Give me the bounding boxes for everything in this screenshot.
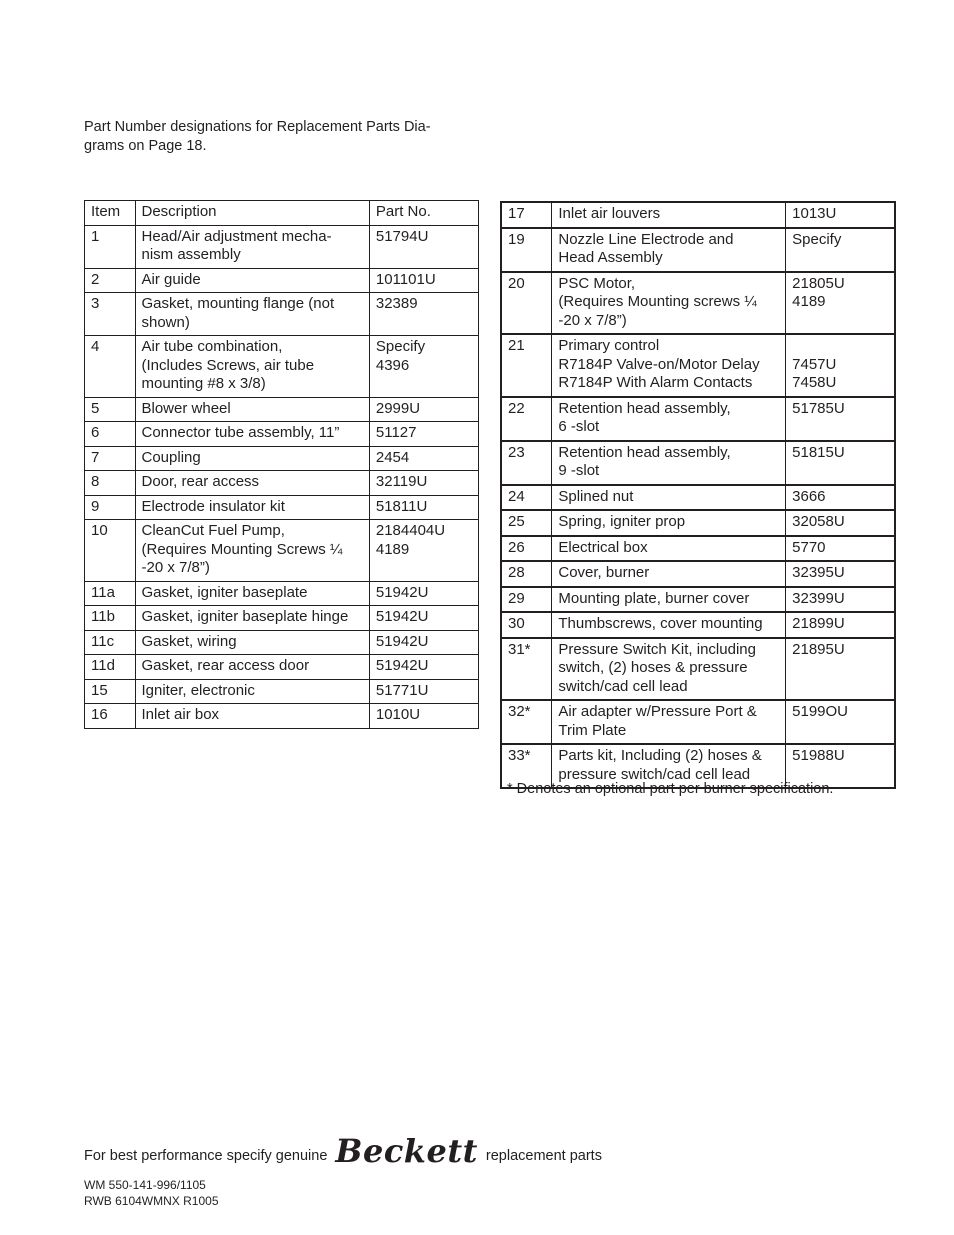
table-row — [501, 202, 895, 228]
item-number: 23 — [501, 441, 552, 485]
table-row — [501, 612, 895, 638]
item-number: 11c — [85, 630, 136, 655]
document-code-wm: WM 550-141-996/1105 — [84, 1178, 206, 1192]
part-number: 32395U — [786, 561, 895, 587]
item-description: Primary control R7184P Valve-on/Motor Delay R7184P With Alarm Contacts — [552, 334, 786, 397]
part-number: Specify 4396 — [369, 336, 478, 398]
item-description: Thumbscrews, cover mounting — [552, 612, 786, 638]
item-description: Door, rear access — [135, 471, 369, 496]
item-description: Gasket, igniter baseplate hinge — [135, 606, 369, 631]
table-row — [85, 495, 479, 520]
part-number: 5770 — [786, 536, 895, 562]
part-number: 51815U — [786, 441, 895, 485]
table-row — [85, 606, 479, 631]
part-number: 51942U — [369, 606, 478, 631]
item-number: 24 — [501, 485, 552, 511]
item-description: Pressure Switch Kit, including switch, (2) hoses & pressure switch/cad cell lead — [552, 638, 786, 701]
item-description: Electrical box — [552, 536, 786, 562]
item-number: 6 — [85, 422, 136, 447]
table-row — [501, 228, 895, 272]
part-number: 51771U — [369, 679, 478, 704]
item-number: 31* — [501, 638, 552, 701]
table-row — [501, 700, 895, 744]
item-number: 32* — [501, 700, 552, 744]
table-row — [501, 587, 895, 613]
item-number: 8 — [85, 471, 136, 496]
part-number: 32389 — [369, 293, 478, 336]
item-number: 19 — [501, 228, 552, 272]
performance-note-after: replacement parts — [485, 1148, 602, 1164]
item-number: 10 — [85, 520, 136, 582]
table-row — [85, 679, 479, 704]
part-number: 21805U 4189 — [786, 272, 895, 335]
part-number: 1013U — [786, 202, 895, 228]
table-row — [85, 630, 479, 655]
item-description: Connector tube assembly, 11” — [135, 422, 369, 447]
item-description: Spring, igniter prop — [552, 510, 786, 536]
item-description: Blower wheel — [135, 397, 369, 422]
item-number: 33* — [501, 744, 552, 788]
part-number: 3666 — [786, 485, 895, 511]
table-row — [501, 397, 895, 441]
performance-note — [84, 1130, 602, 1168]
item-description: Air adapter w/Pressure Port & Trim Plate — [552, 700, 786, 744]
table-row — [501, 561, 895, 587]
item-description: Electrode insulator kit — [135, 495, 369, 520]
performance-note-before: For best performance specify genuine — [84, 1148, 328, 1164]
table-row — [85, 422, 479, 447]
table-row — [501, 638, 895, 701]
parts-table-left — [84, 200, 479, 729]
part-number: 21899U — [786, 612, 895, 638]
item-description: Air tube combination, (Includes Screws, air tube mounting #8 x 3/8) — [135, 336, 369, 398]
part-number: 51942U — [369, 581, 478, 606]
item-number: 29 — [501, 587, 552, 613]
table-row — [85, 581, 479, 606]
table-row — [501, 536, 895, 562]
item-description: Gasket, igniter baseplate — [135, 581, 369, 606]
part-number: 1010U — [369, 704, 478, 729]
part-number: 5199OU — [786, 700, 895, 744]
item-number: 16 — [85, 704, 136, 729]
item-description: Parts kit, Including (2) hoses & pressure switch/cad cell lead — [552, 744, 786, 788]
part-number: 51811U — [369, 495, 478, 520]
item-description: Mounting plate, burner cover — [552, 587, 786, 613]
part-number: 32119U — [369, 471, 478, 496]
part-number: 32399U — [786, 587, 895, 613]
item-description: Retention head assembly, 9 -slot — [552, 441, 786, 485]
table-row — [85, 293, 479, 336]
table-row — [85, 704, 479, 729]
item-description: Head/Air adjustment mecha- nism assembly — [135, 225, 369, 268]
table-row — [85, 268, 479, 293]
table-row — [501, 510, 895, 536]
item-description: Retention head assembly, 6 -slot — [552, 397, 786, 441]
item-description: Nozzle Line Electrode and Head Assembly — [552, 228, 786, 272]
part-number: 51127 — [369, 422, 478, 447]
item-description: Inlet air box — [135, 704, 369, 729]
table-header-row — [85, 201, 479, 226]
item-number: 11b — [85, 606, 136, 631]
table-row — [85, 471, 479, 496]
part-number: 2999U — [369, 397, 478, 422]
header-part-no: Part No. — [369, 201, 478, 226]
item-number: 3 — [85, 293, 136, 336]
table-row — [85, 397, 479, 422]
part-number: 21895U — [786, 638, 895, 701]
part-number: 7457U 7458U — [786, 334, 895, 397]
beckett-logo: Beckett — [335, 1132, 478, 1170]
table-row — [85, 655, 479, 680]
table-row — [501, 485, 895, 511]
item-number: 30 — [501, 612, 552, 638]
item-number: 11a — [85, 581, 136, 606]
item-description: Air guide — [135, 268, 369, 293]
item-description: Coupling — [135, 446, 369, 471]
table-row — [501, 441, 895, 485]
table-row — [501, 334, 895, 397]
item-number: 28 — [501, 561, 552, 587]
item-number: 5 — [85, 397, 136, 422]
item-description: Gasket, wiring — [135, 630, 369, 655]
item-number: 20 — [501, 272, 552, 335]
optional-part-footnote: * Denotes an optional part per burner specification. — [507, 781, 834, 797]
table-row — [501, 272, 895, 335]
item-description: Inlet air louvers — [552, 202, 786, 228]
part-number: 51794U — [369, 225, 478, 268]
item-description: CleanCut Fuel Pump, (Requires Mounting Screws ¼ -20 x 7/8”) — [135, 520, 369, 582]
item-number: 2 — [85, 268, 136, 293]
part-number: 2184404U 4189 — [369, 520, 478, 582]
item-number: 15 — [85, 679, 136, 704]
part-number: 51785U — [786, 397, 895, 441]
parts-table-right — [500, 201, 896, 789]
item-description: Cover, burner — [552, 561, 786, 587]
item-number: 1 — [85, 225, 136, 268]
item-number: 17 — [501, 202, 552, 228]
item-description: Gasket, mounting flange (not shown) — [135, 293, 369, 336]
part-number: Specify — [786, 228, 895, 272]
item-description: Gasket, rear access door — [135, 655, 369, 680]
item-number: 26 — [501, 536, 552, 562]
item-number: 22 — [501, 397, 552, 441]
header-item: Item — [85, 201, 136, 226]
item-number: 4 — [85, 336, 136, 398]
item-number: 7 — [85, 446, 136, 471]
part-number: 51988U — [786, 744, 895, 788]
intro-text: Part Number designations for Replacement Parts Dia- grams on Page 18. — [84, 119, 431, 154]
part-number: 51942U — [369, 630, 478, 655]
item-description: Igniter, electronic — [135, 679, 369, 704]
table-row — [85, 520, 479, 582]
part-number: 32058U — [786, 510, 895, 536]
item-number: 11d — [85, 655, 136, 680]
part-number: 101101U — [369, 268, 478, 293]
table-row — [85, 446, 479, 471]
item-description: PSC Motor, (Requires Mounting screws ¼ -20 x 7/8”) — [552, 272, 786, 335]
item-description: Splined nut — [552, 485, 786, 511]
table-row — [85, 336, 479, 398]
item-number: 25 — [501, 510, 552, 536]
header-description: Description — [135, 201, 369, 226]
table-row — [85, 225, 479, 268]
document-code-rwb: RWB 6104WMNX R1005 — [84, 1193, 219, 1208]
item-number: 21 — [501, 334, 552, 397]
part-number: 2454 — [369, 446, 478, 471]
item-number: 9 — [85, 495, 136, 520]
part-number: 51942U — [369, 655, 478, 680]
document-codes — [84, 1178, 219, 1209]
